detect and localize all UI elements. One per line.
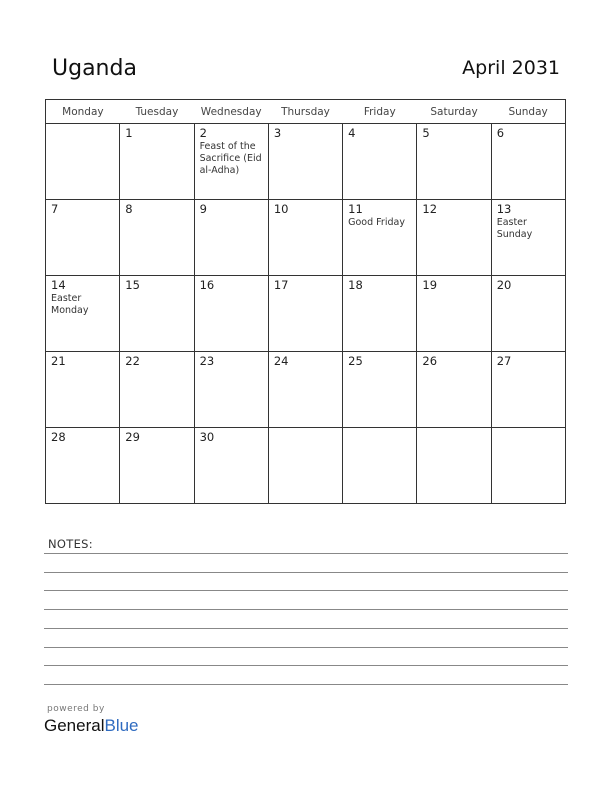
day-number: 27 <box>496 354 512 368</box>
day-number: 21 <box>51 354 66 368</box>
day-number: 29 <box>125 430 140 444</box>
day-cell[interactable] <box>343 352 417 428</box>
day-cell[interactable] <box>417 352 491 428</box>
day-number: 17 <box>273 278 289 292</box>
day-number: 23 <box>199 354 215 368</box>
brand-general: General <box>44 716 105 735</box>
weekday-header: Thursday <box>268 100 342 124</box>
holiday-label: Easter Sunday <box>496 217 533 240</box>
day-cell[interactable] <box>194 428 268 504</box>
brand-blue: Blue <box>104 716 139 735</box>
day-number: 28 <box>51 430 66 444</box>
day-cell[interactable] <box>343 200 417 276</box>
note-line <box>44 590 568 591</box>
day-cell[interactable] <box>46 276 120 352</box>
day-number: 14 <box>51 278 66 292</box>
week-row <box>46 124 566 200</box>
day-number: 6 <box>496 126 505 140</box>
day-number: 18 <box>348 278 363 292</box>
day-number: 24 <box>273 354 289 368</box>
weekday-header: Sunday <box>491 100 565 124</box>
holiday-label: Feast of the Sacrifice (Eid al-Adha) <box>199 141 262 176</box>
holiday-label: Good Friday <box>348 217 405 228</box>
day-cell[interactable] <box>343 428 417 504</box>
day-cell[interactable] <box>120 428 194 504</box>
day-cell[interactable] <box>343 276 417 352</box>
note-line <box>44 609 568 610</box>
day-number: 1 <box>125 126 133 140</box>
day-number: 26 <box>422 354 438 368</box>
day-cell[interactable] <box>194 276 268 352</box>
day-number: 4 <box>348 126 356 140</box>
month-year-title: April 2031 <box>462 57 560 79</box>
day-number: 5 <box>422 126 430 140</box>
day-number: 9 <box>199 202 207 216</box>
day-number: 8 <box>125 202 133 216</box>
weekday-header: Friday <box>343 100 417 124</box>
week-row <box>46 428 566 504</box>
day-cell[interactable] <box>417 124 491 200</box>
day-cell[interactable] <box>194 124 268 200</box>
day-number: 2 <box>199 126 207 140</box>
day-number: 15 <box>125 278 140 292</box>
weekday-header: Saturday <box>417 100 491 124</box>
weekday-header-row <box>46 100 566 124</box>
country-title: Uganda <box>52 56 137 81</box>
day-cell[interactable] <box>194 200 268 276</box>
note-line <box>44 553 568 554</box>
day-number: 13 <box>496 202 512 216</box>
weekday-header: Wednesday <box>194 100 268 124</box>
weekday-header: Monday <box>46 100 120 124</box>
day-cell[interactable] <box>268 276 342 352</box>
day-cell[interactable] <box>417 428 491 504</box>
day-number: 12 <box>422 202 438 216</box>
day-cell[interactable] <box>268 124 342 200</box>
day-cell[interactable] <box>120 352 194 428</box>
day-number: 16 <box>199 278 215 292</box>
day-number: 11 <box>348 202 363 216</box>
day-cell[interactable] <box>491 276 565 352</box>
week-row <box>46 200 566 276</box>
day-cell[interactable] <box>417 200 491 276</box>
day-number: 30 <box>199 430 215 444</box>
day-cell[interactable] <box>46 352 120 428</box>
brand-logo[interactable] <box>44 716 139 736</box>
day-cell[interactable] <box>491 124 565 200</box>
day-cell[interactable] <box>491 200 565 276</box>
day-cell[interactable] <box>491 428 565 504</box>
holiday-label: Easter Monday <box>51 293 89 316</box>
day-number: 19 <box>422 278 438 292</box>
note-line <box>44 647 568 648</box>
day-cell[interactable] <box>120 124 194 200</box>
note-line <box>44 572 568 573</box>
day-cell[interactable] <box>46 124 120 200</box>
week-row <box>46 276 566 352</box>
day-cell[interactable] <box>343 124 417 200</box>
notes-label: NOTES: <box>48 537 93 551</box>
day-cell[interactable] <box>120 200 194 276</box>
day-number: 22 <box>125 354 140 368</box>
note-line <box>44 628 568 629</box>
day-cell[interactable] <box>491 352 565 428</box>
note-line <box>44 684 568 685</box>
day-number: 25 <box>348 354 363 368</box>
day-cell[interactable] <box>120 276 194 352</box>
day-cell[interactable] <box>194 352 268 428</box>
day-cell[interactable] <box>417 276 491 352</box>
day-cell[interactable] <box>46 428 120 504</box>
note-line <box>44 665 568 666</box>
week-row <box>46 352 566 428</box>
day-number: 20 <box>496 278 512 292</box>
day-number: 7 <box>51 202 59 216</box>
weekday-header: Tuesday <box>120 100 194 124</box>
day-cell[interactable] <box>268 352 342 428</box>
calendar-grid <box>45 99 566 504</box>
day-cell[interactable] <box>268 428 342 504</box>
day-number: 3 <box>273 126 282 140</box>
day-cell[interactable] <box>268 200 342 276</box>
day-cell[interactable] <box>46 200 120 276</box>
powered-by-text: powered by <box>47 704 105 714</box>
day-number: 10 <box>273 202 289 216</box>
